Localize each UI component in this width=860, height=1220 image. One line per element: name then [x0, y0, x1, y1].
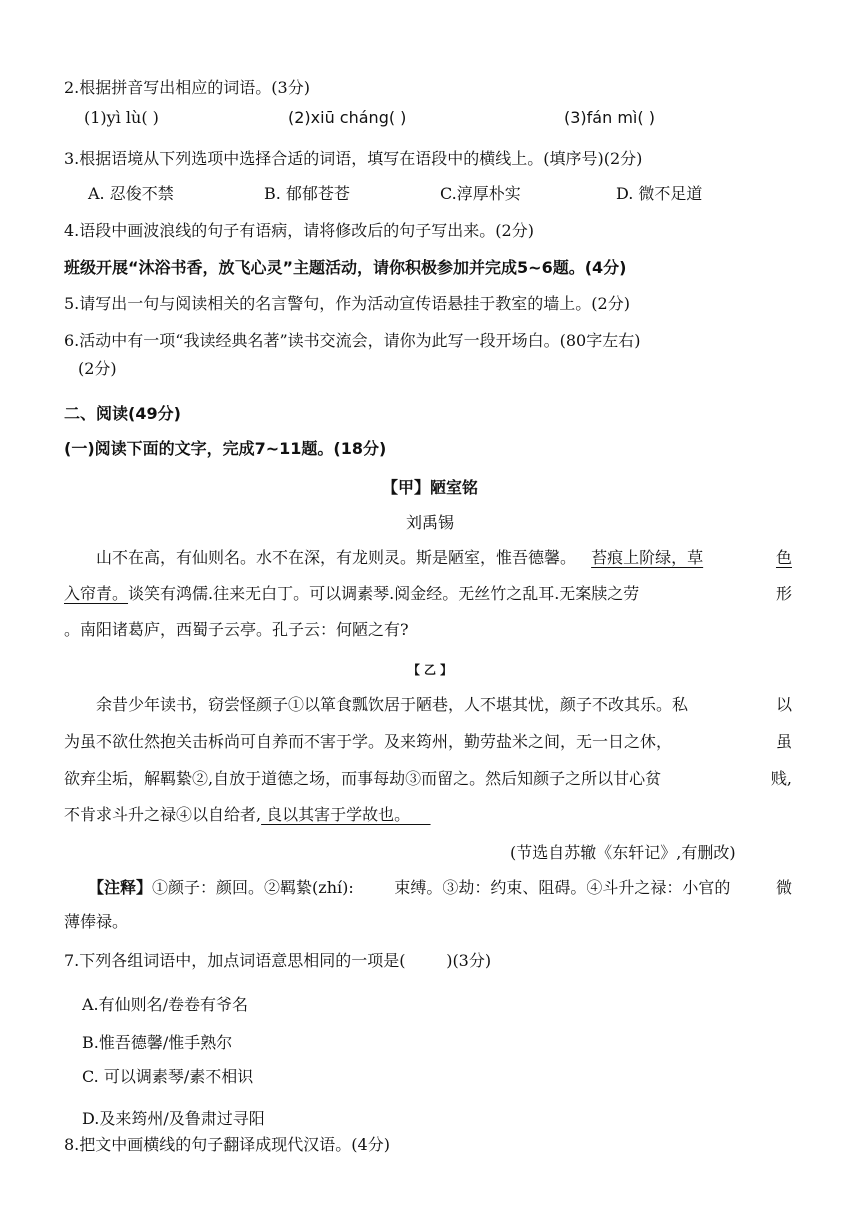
passage-yi-line-2: [64, 731, 792, 753]
q7-option-b: B.惟吾德馨/惟手熟尔: [82, 1033, 233, 1052]
q2-item-3: (3)fán mì( ): [564, 108, 655, 127]
passage-jia-line-1: [64, 547, 792, 569]
passage-yi-line-4: [64, 804, 431, 826]
passage-yi-line-4-underline: 良以其害于学故也。: [261, 805, 431, 824]
q7-option-c: C. 可以调素琴/素不相识: [82, 1067, 254, 1086]
passage-jia-line-2-end: 形: [775, 584, 792, 603]
q3-option-d: D. 微不足道: [616, 184, 703, 203]
passage-jia-line-2-text: 谈笑有鸿儒.往来无白丁。可以调素琴.阅金经。无丝竹之乱耳.无案牍之劳: [128, 584, 640, 603]
passage-yi-line-1-end: 以: [775, 695, 792, 714]
passage-yi-line-3: [64, 768, 792, 790]
passage-jia-line-2-underline: 入帘青。: [64, 584, 129, 603]
passage-yi-line-1-a: 余昔少年读书，窃尝怪颜子①以箪食瓢饮居于陋巷，人不堪其忧，颜子不改其乐。私: [96, 695, 689, 714]
passage-jia-author: 刘禹锡: [405, 513, 454, 532]
q6-line-1: 6.活动中有一项“我读经典名著”读书交流会，请你为此写一段开场白。(80字左右): [64, 331, 641, 350]
passage-jia-title: 【甲】陋室铭: [381, 478, 478, 497]
section2-sub1: (一)阅读下面的文字，完成7~11题。(18分): [64, 439, 387, 458]
passage-jia-line-3: 。南阳诸葛庐，西蜀子云亭。孔子云：何陋之有?: [64, 620, 409, 639]
q8-title: 8.把文中画横线的句子翻译成现代汉语。(4分): [64, 1135, 390, 1154]
q3-title: 3.根据语境从下列选项中选择合适的词语，填写在语段中的横线上。(填序号)(2分): [64, 149, 643, 168]
q2-title: 2.根据拼音写出相应的词语。(3分): [64, 78, 310, 97]
passage-jia-line-1-a: 山不在高，有仙则名。水不在深，有龙则灵。斯是陋室，惟吾德馨。: [96, 548, 577, 567]
passage-jia-line-1-underline: 苔痕上阶绿，草: [591, 548, 704, 567]
notes-line-2: 薄俸禄。: [64, 912, 129, 931]
q7-title: 7.下列各组词语中，加点词语意思相同的一项是( )(3分): [64, 951, 492, 970]
notes-line-1: [64, 877, 792, 899]
passage-jia-line-2: [64, 583, 792, 605]
q3-option-b: B. 郁郁苍苍: [264, 184, 350, 203]
passage-yi-title: 【 乙 】: [407, 663, 453, 677]
q2-item-2: (2)xiū cháng( ): [288, 108, 407, 127]
q5-title: 5.请写出一句与阅读相关的名言警句，作为活动宣传语悬挂于教室的墙上。(2分): [64, 294, 630, 313]
passage-yi-line-3-a: 欲弃尘垢，解羁絷②,自放于道德之场，而事每劫③而留之。然后知颜子之所以甘心贫: [64, 769, 662, 788]
passage-yi-line-2-end: 虽: [775, 732, 792, 751]
section2-title: 二、阅读(49分): [64, 404, 181, 423]
notes-line-1-end: 微: [775, 878, 792, 897]
q2-item-1: (1)yì lù( ): [84, 108, 159, 127]
q7-option-a: A.有仙则名/卷卷有爷名: [82, 995, 249, 1014]
notes-label: 【注释】: [88, 878, 153, 897]
q7-option-d: D.及来筠州/及鲁肃过寻阳: [82, 1109, 265, 1128]
q3-option-c: C.淳厚朴实: [440, 184, 521, 203]
q6-line-2: (2分): [78, 359, 117, 378]
passage-yi-line-4-a: 不肯求斗升之禄④以自给者,: [64, 805, 262, 824]
passage-yi-source: (节选自苏辙《东轩记》,有删改): [510, 843, 736, 862]
q4-title: 4.语段中画波浪线的句子有语病，请将修改后的句子写出来。(2分): [64, 221, 534, 240]
activity-title: 班级开展“沐浴书香，放飞心灵”主题活动，请你积极参加并完成5~6题。(4分): [64, 258, 627, 277]
q3-option-a: A. 忍俊不禁: [88, 184, 174, 203]
passage-yi-line-3-end: 贱,: [770, 769, 792, 788]
notes-line-1-text: ①颜子：颜回。②羁絷(zhí): 束缚。③劫：约束、阻碍。④斗升之禄：小官的: [152, 878, 731, 897]
passage-yi-line-1: [64, 694, 792, 716]
passage-jia-line-1-end: 色: [775, 548, 792, 567]
passage-yi-line-2-a: 为虽不欲仕然抱关击柝尚可自养而不害于学。及来筠州，勤劳盐米之间，无一日之休，: [64, 732, 673, 751]
